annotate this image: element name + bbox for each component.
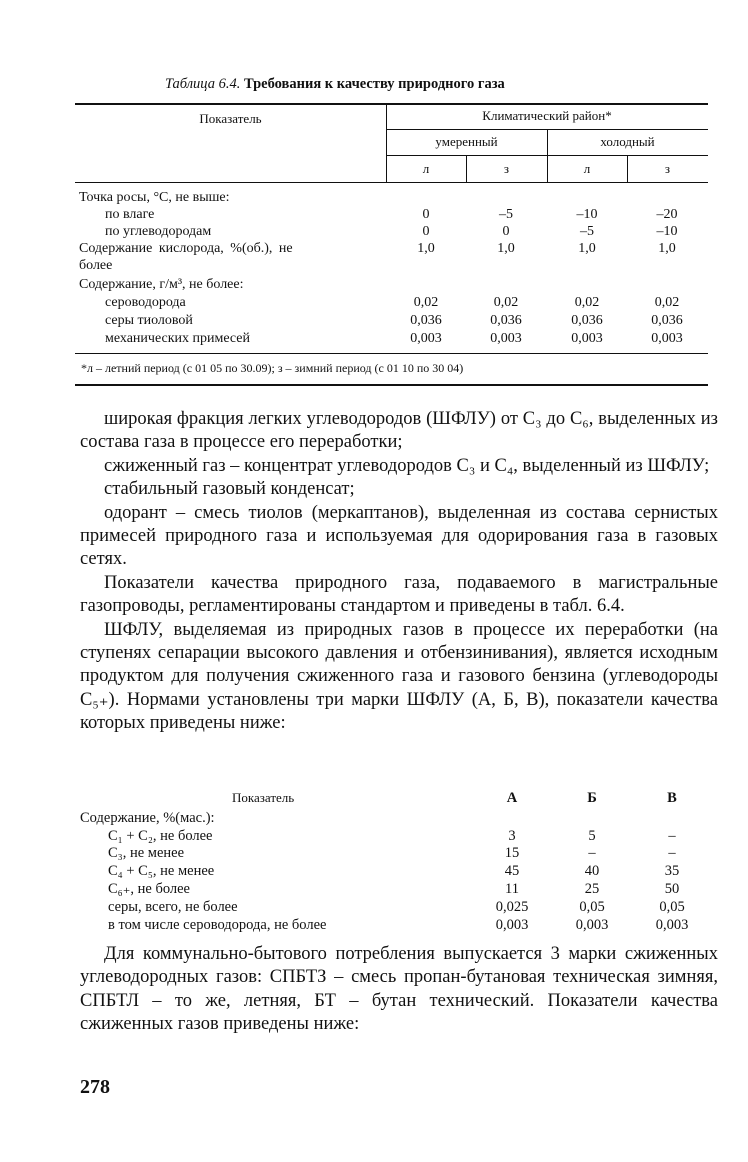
shflu-definition: широкая фракция легких углеводородов (ШФЛУ) от C₃ до C₆, выделенных из состава газа в процессе его переработки;	[80, 409, 718, 453]
cell-value: –5	[580, 224, 594, 239]
cell-value: 1,0	[578, 241, 596, 256]
row-label: серы тиоловой	[105, 313, 193, 328]
row-label: серы, всего, не более	[108, 899, 238, 915]
cell-value: 11	[505, 881, 519, 897]
cell-value: –10	[656, 224, 678, 239]
cell-value: 50	[664, 881, 680, 897]
table-title: Требования к качеству природного газа	[243, 76, 505, 92]
grade-header: А	[506, 790, 518, 806]
zone-cold-header: холодный	[600, 134, 655, 149]
cell-value: 0,036	[410, 313, 442, 328]
paragraph	[80, 455, 718, 478]
cell-value: 0	[422, 224, 430, 239]
cell-value: 0,003	[495, 917, 529, 933]
cell-value: 15	[504, 845, 520, 861]
closing-text	[80, 943, 718, 1037]
cell-value: 0,003	[571, 331, 603, 346]
cell-value: 1,0	[417, 241, 435, 256]
row-label: по углеводородам	[105, 224, 212, 239]
cell-value: 45	[504, 863, 520, 879]
paragraph	[80, 619, 718, 736]
row-label: Содержание, г/м³, не более:	[79, 277, 244, 292]
cell-value: 0,003	[651, 331, 683, 346]
cell-value: 0,036	[571, 313, 603, 328]
paragraph	[80, 408, 718, 455]
cell-value: 0,02	[654, 295, 680, 310]
indicator-header: Показатель	[232, 790, 295, 805]
row-label: более	[79, 258, 113, 273]
body-bottom-rule	[75, 353, 708, 354]
cell-value: 40	[584, 863, 600, 879]
indicator-header: Показатель	[199, 111, 262, 126]
zone-temperate-header: умеренный	[435, 134, 498, 149]
quality-standard-text: Показатели качества природного газа, подаваемого в магистральные газопроводы, регламентированы стандартом и приведены в табл. 6.4.	[80, 572, 718, 617]
paragraph	[80, 502, 718, 572]
cell-value: 0	[502, 224, 510, 239]
header-bottom-rule	[75, 182, 708, 183]
row-label: сероводорода	[105, 295, 186, 310]
row-label: Точка росы, °С, не выше:	[79, 190, 230, 205]
shflu-grades-table	[80, 790, 710, 940]
paragraph	[80, 572, 718, 619]
cell-value: 1,0	[658, 241, 676, 256]
table-footnote: *л – летний период (с 01 05 по 30.09); з – зимний период (с 01 10 по 30 04)	[81, 361, 464, 375]
cell-value: –5	[499, 207, 513, 222]
table-caption	[165, 76, 505, 93]
cell-value: 0,02	[413, 295, 439, 310]
cell-value: 0,003	[575, 917, 609, 933]
cell-value: 0,05	[659, 899, 685, 915]
cell-value: 0	[422, 207, 430, 222]
season-header: з	[664, 161, 671, 176]
cell-value: 35	[664, 863, 680, 879]
cell-value: –	[668, 845, 676, 861]
table-top-rule	[75, 103, 708, 105]
condensate-item: стабильный газовый конденсат;	[104, 479, 355, 500]
row-label: C₃, не менее	[108, 845, 185, 861]
lpg-grades-text: Для коммунально-бытового потребления выпускается 3 марки сжиженных углеводородных газов: СПБТЗ – смесь пропан-бутановая техническая зимняя, СПБТЛ – то же, летняя, БТ – бутан технический. Показатели качества сжиженных газов приведены ниже:	[80, 944, 718, 1035]
grade-header: В	[667, 790, 677, 806]
grade-header: Б	[587, 790, 597, 806]
cell-value: 0,02	[574, 295, 600, 310]
cell-value: 0,003	[655, 917, 689, 933]
odorant-definition: одорант – смесь тиолов (меркаптанов), выделенная из состава сернистых примесей природного газа и используемая для одорирования газа в газовых сетях.	[80, 502, 718, 570]
cell-value: 0,02	[493, 295, 519, 310]
season-header: л	[422, 161, 430, 176]
cell-value: 0,003	[490, 331, 522, 346]
row-label: C₆₊, не более	[108, 881, 190, 897]
cell-value: 0,05	[579, 899, 605, 915]
cell-value: 25	[584, 881, 600, 897]
table-number: Таблица 6.4.	[165, 76, 241, 92]
season-header: л	[583, 161, 591, 176]
cell-value: –10	[576, 207, 598, 222]
cell-value: 5	[588, 828, 596, 844]
cell-value: 0,003	[410, 331, 442, 346]
cell-value: –20	[656, 207, 678, 222]
row-label: Содержание кислорода, %(об.), не	[79, 241, 293, 256]
row-label: по влаге	[105, 207, 155, 222]
row-label: Содержание, %(мас.):	[80, 810, 215, 826]
row-label: в том числе сероводорода, не более	[108, 917, 327, 933]
page-number: 278	[80, 1076, 110, 1098]
cell-value: 3	[508, 828, 516, 844]
cell-value: 0,036	[651, 313, 683, 328]
paragraph	[80, 943, 718, 1037]
season-header: з	[503, 161, 510, 176]
cell-value: 0,036	[490, 313, 522, 328]
cell-value: 0,025	[495, 899, 529, 915]
header-rule	[386, 155, 708, 156]
gas-quality-table	[75, 103, 708, 385]
paragraph	[80, 478, 718, 501]
shflu-grades-text: ШФЛУ, выделяемая из природных газов в процессе их переработки (на ступенях сепарации высокого давления и отбензинивания), является исходным продуктом для получения сжиженного газа и газового бензина (углеводороды C₅₊). Нормами установлены три марки ШФЛУ (А, Б, В), показатели качества которых приведены ниже:	[80, 619, 718, 734]
liquefied-gas-definition: сжиженный газ – концентрат углеводородов C₃ и C₄, выделенный из ШФЛУ;	[104, 455, 710, 476]
climate-zone-header: Климатический район*	[482, 108, 612, 123]
table-bottom-rule	[75, 384, 708, 386]
row-label: C₄ + C₅, не менее	[108, 863, 215, 879]
row-label: механических примесей	[105, 331, 251, 346]
cell-value: 1,0	[497, 241, 515, 256]
body-text	[80, 408, 718, 736]
row-label: C₁ + C₂, не более	[108, 828, 213, 844]
cell-value: –	[668, 828, 676, 844]
cell-value: –	[588, 845, 596, 861]
